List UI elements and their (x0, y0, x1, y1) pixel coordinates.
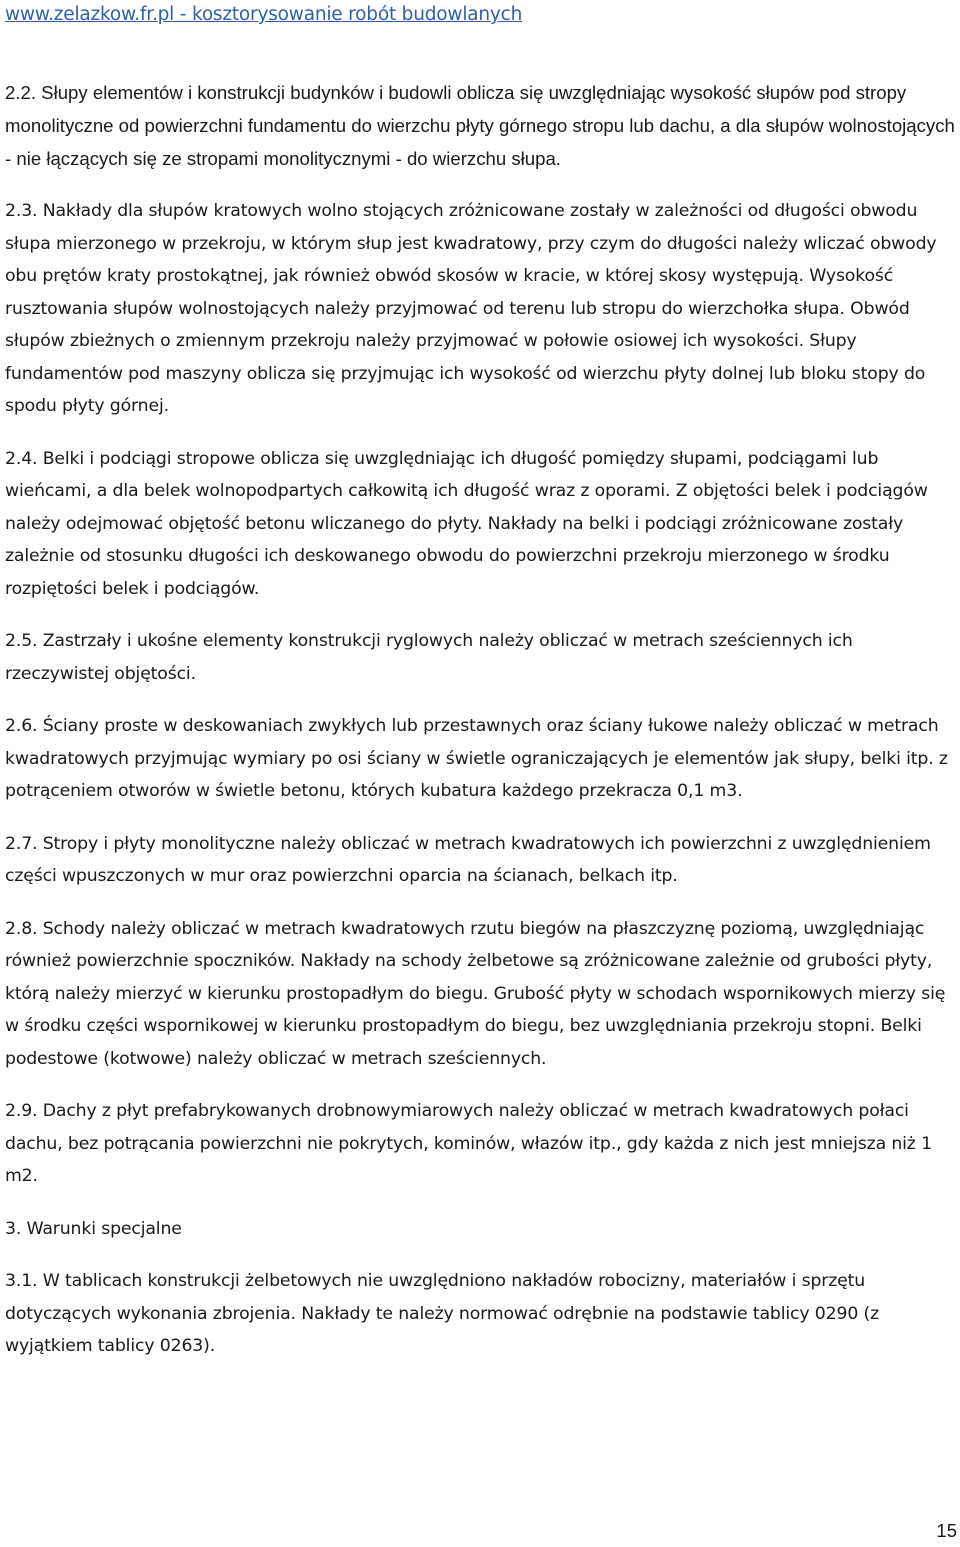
paragraph-3-1: 3.1. W tablicach konstrukcji żelbetowych nie uwzględniono nakładów robocizny, materiałów i sprzętu dotyczących wykonania zbrojenia. Nakłady te należy normować odrębnie na podstawie tablicy 0290 (z wyjątkiem tablicy 0263). (5, 1271, 880, 1356)
document-body (5, 76, 957, 1363)
header-site-link[interactable]: www.zelazkow.fr.pl - kosztorysowanie robót budowlanych (5, 4, 523, 25)
page-number: 15 (936, 1520, 957, 1541)
paragraph-2-8: 2.8. Schody należy obliczać w metrach kwadratowych rzutu biegów na płaszczyznę poziomą, uwzględniając również powierzchnie spoczników. Nakłady na schody żelbetowe są zróżnicowane zależnie od grubości płyty, którą należy mierzyć w kierunku prostopadłym do biegu. Grubość płyty w schodach wspornikowych mierzy się w środku części wspornikowej w kierunku prostopadłym do biegu, bez uwzględniania przekroju stopni. Belki podestowe (kotwowe) należy obliczać w metrach sześciennych. (5, 918, 946, 1069)
section-heading-3: 3. Warunki specjalne (5, 1218, 182, 1239)
paragraph-2-7: 2.7. Stropy i płyty monolityczne należy obliczać w metrach kwadratowych ich powierzchni z uwzględnieniem części wpuszczonych w mur oraz powierzchni oparcia na ścianach, belkach itp. (5, 833, 931, 886)
paragraph-2-6: 2.6. Ściany proste w deskowaniach zwykłych lub przestawnych oraz ściany łukowe należy obliczać w metrach kwadratowych przyjmując wymiary po osi ściany w świetle ograniczających je elementów jak słupy, belki itp. z potrąceniem otworów w świetle betonu, których kubatura każdego przekracza 0,1 m3. (5, 716, 948, 801)
paragraph-2-4: 2.4. Belki i podciągi stropowe oblicza się uwzględniając ich długość pomiędzy słupami, podciągami lub wieńcami, a dla belek wolnopodpartych całkowitą ich długość wraz z oporami. Z objętości belek i podciągów należy odejmować objętość betonu wliczanego do płyty. Nakłady na belki i podciągi zróżnicowane zostały zależnie od stosunku długości ich deskowanego obwodu do powierzchni przekroju mierzonego w środku rozpiętości belek i podciągów. (5, 448, 928, 599)
paragraph-2-5: 2.5. Zastrzały i ukośne elementy konstrukcji ryglowych należy obliczać w metrach sześciennych ich rzeczywistej objętości. (5, 631, 853, 684)
paragraph-2-3: 2.3. Nakłady dla słupów kratowych wolno stojących zróżnicowane zostały w zależności od długości obwodu słupa mierzonego w przekroju, w którym słup jest kwadratowy, przy czym do długości należy wliczać obwody obu prętów kraty prostokątnej, jak również obwód skosów w kracie, w której skosy występują. Wysokość rusztowania słupów wolnostojących należy przyjmować od terenu lub stropu do wierzchołka słupa. Obwód słupów zbieżnych o zmiennym przekroju należy przyjmować w połowie osiowej ich wysokości. Słupy fundamentów pod maszyny oblicza się przyjmując ich wysokość od wierzchu płyty dolnej lub bloku stopy do spodu płyty górnej. (5, 201, 937, 416)
paragraph-2-2: 2.2. Słupy elementów i konstrukcji budynków i budowli oblicza się uwzględniając wysokość słupów pod stropy monolityczne od powierzchni fundamentu do wierzchu płyty górnego stropu lub dachu, a dla słupów wolnostojących - nie łączących się ze stropami monolitycznymi - do wierzchu słupa. (5, 82, 955, 169)
paragraph-2-9: 2.9. Dachy z płyt prefabrykowanych drobnowymiarowych należy obliczać w metrach kwadratowych połaci dachu, bez potrącania powierzchni nie pokrytych, kominów, włazów itp., gdy każda z nich jest mniejsza niż 1 m2. (5, 1101, 932, 1186)
